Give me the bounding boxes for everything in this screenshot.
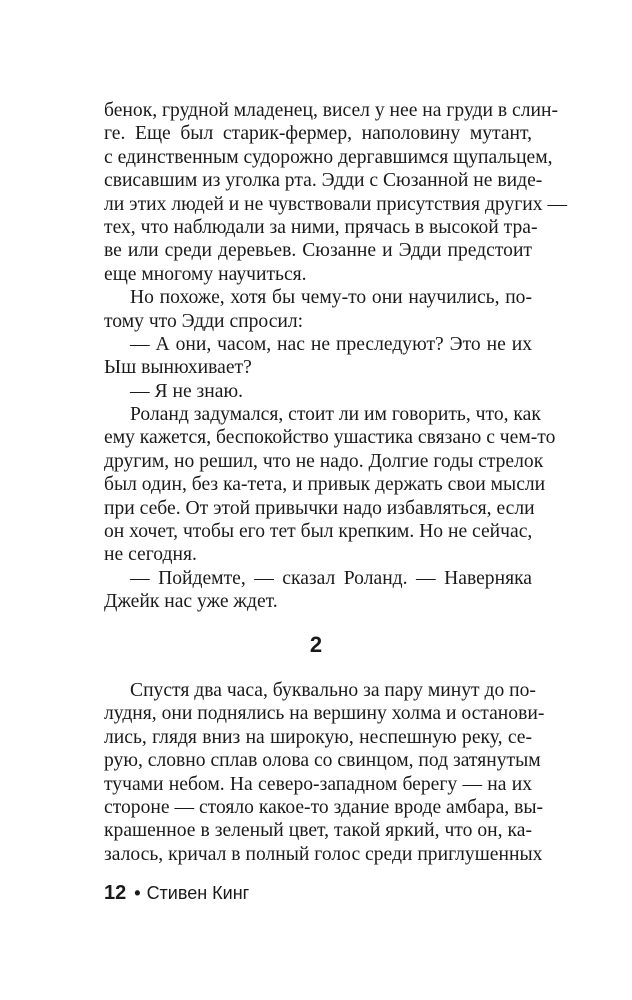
text-line: лудня, они поднялись на вершину холма и останови-: [104, 703, 545, 725]
text-line: ему кажется, беспокойство ушастика связано с чем-то: [104, 427, 556, 449]
text-line: Роланд задумался, стоит ли им говорить, что, как: [130, 404, 541, 426]
text-line: с единственным судорожно дергавшимся щупальцем,: [104, 146, 553, 168]
text-line: ве или среди деревьев. Сюзанне и Эдди предстоит: [104, 240, 532, 262]
text-line: Но похоже, хотя бы чему-то они научились, по-: [130, 287, 532, 309]
text-line: стороне — стояло какое-то здание вроде амбара, вы-: [104, 796, 544, 818]
text-block-1: [104, 99, 568, 614]
text-line: Джейк нас уже ждет.: [104, 591, 278, 613]
page-number: 12: [104, 882, 127, 904]
text-line: свисавшим из уголка рта. Эдди с Сюзанной не виде-: [104, 170, 543, 192]
text-line: тех, что наблюдали за ними, прячась в высокой тра-: [104, 216, 538, 238]
text-line: Ыш вынюхивает?: [104, 357, 252, 379]
text-line: при себе. От этой привычки надо избавляться, если: [104, 497, 535, 519]
text-line: Спустя два часа, буквально за пару минут до по-: [130, 680, 536, 701]
chapter-number: 2: [309, 632, 323, 657]
bullet-separator: •: [134, 883, 141, 903]
text-line: тучами небом. На северо-западном берегу — на их: [104, 773, 532, 795]
text-line: ге. Еще был старик-фермер, наполовину мутант,: [104, 123, 532, 145]
text-line: — А они, часом, нас не преследуют? Это не их: [130, 333, 532, 355]
text-line: залось, кричал в полный голос среди приглушенных: [104, 843, 543, 865]
text-line: крашенное в зеленый цвет, такой яркий, что он, ка-: [104, 820, 532, 842]
text-line: лись, глядя вниз на широкую, неспешную реку, се-: [104, 726, 532, 748]
text-line: был один, без ка-тета, и привык держать свои мысли: [104, 474, 546, 496]
page-footer: [104, 882, 249, 904]
text-line: рую, словно сплав олова со свинцом, под затянутым: [104, 750, 541, 772]
text-line: не сегодня.: [104, 544, 197, 566]
text-line: другим, но решил, что не надо. Долгие годы стрелок: [104, 450, 544, 472]
text-block-2: [104, 679, 545, 866]
text-line: он хочет, чтобы его тет был крепким. Но не сейчас,: [104, 521, 533, 543]
text-line: ли этих людей и не чувствовали присутствия других —: [104, 193, 568, 215]
text-line: — Я не знаю.: [130, 380, 243, 402]
text-line: еще многому научиться.: [104, 263, 307, 285]
text-line: бенок, грудной младенец, висел у нее на груди в слин-: [104, 100, 558, 121]
text-line: — Пойдемте, — сказал Роланд. — Наверняка: [130, 567, 532, 589]
text-line: тому что Эдди спросил:: [104, 310, 304, 332]
running-author: Стивен Кинг: [146, 883, 250, 903]
